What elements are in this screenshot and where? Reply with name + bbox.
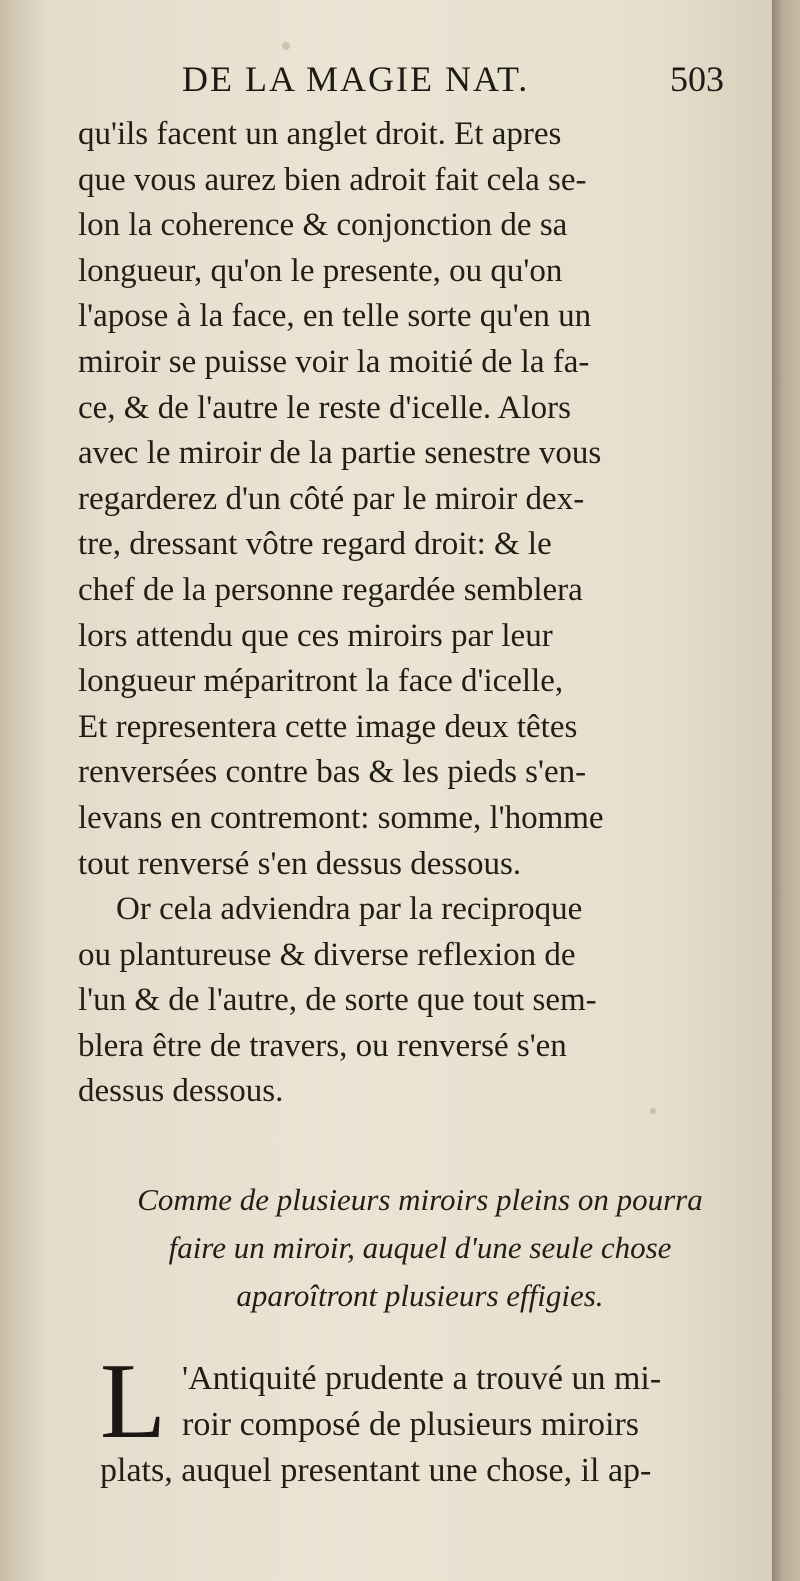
text-line: l'apose à la face, en telle sorte qu'en un (78, 298, 592, 335)
text-line: tre, dressant vôtre regard droit: & le (78, 526, 552, 563)
section-text (100, 1342, 770, 1494)
body-text (78, 112, 758, 1115)
text-line: chef de la personne regardée semblera (78, 571, 583, 608)
text-line: que vous aurez bien adroit fait cela se- (78, 161, 587, 198)
text-line: 'Antiquité prudente a trouvé un mi- (182, 1360, 662, 1397)
page-gutter-edge (772, 0, 800, 1581)
heading-line: faire un miroir, auquel d'une seule chose (168, 1230, 672, 1265)
text-line: ce, & de l'autre le reste d'icelle. Alors (78, 389, 571, 426)
text-line: ou plantureuse & diverse reflexion de (78, 936, 576, 973)
text-line: Or cela adviendra par la reciproque (116, 891, 583, 928)
text-line: longueur méparitront la face d'icelle, (78, 663, 564, 700)
text-line: miroir se puisse voir la moitié de la fa- (78, 343, 590, 380)
paper-spot (282, 42, 290, 50)
text-line: tout renversé s'en dessus dessous. (78, 845, 522, 882)
text-line: lors attendu que ces miroirs par leur (78, 617, 553, 654)
text-line: levans en contremont: somme, l'homme (78, 799, 604, 836)
text-line: Et representera cette image deux têtes (78, 708, 578, 745)
heading-line: aparoîtront plusieurs effigies. (236, 1278, 604, 1313)
text-line: plats, auquel presentant une chose, il ap- (100, 1452, 652, 1489)
running-head-title: DE LA MAGIE NAT. (182, 59, 530, 99)
page-number: 503 (670, 59, 724, 99)
section-heading (80, 1176, 760, 1320)
heading-line: Comme de plusieurs miroirs pleins on pourra (137, 1182, 703, 1217)
drop-cap: L (100, 1342, 166, 1461)
text-line: renversées contre bas & les pieds s'en- (78, 754, 587, 791)
text-line: lon la coherence & conjonction de sa (78, 207, 568, 244)
text-line: qu'ils facent un anglet droit. Et apres (78, 116, 562, 152)
text-line: l'un & de l'autre, de sorte que tout sem- (78, 982, 597, 1019)
text-line: blera être de travers, ou renversé s'en (78, 1027, 567, 1064)
text-line: longueur, qu'on le presente, ou qu'on (78, 252, 563, 289)
text-line: roir composé de plusieurs miroirs (182, 1406, 640, 1443)
text-line: regarderez d'un côté par le miroir dex- (78, 480, 585, 517)
text-line: avec le miroir de la partie senestre vous (78, 435, 602, 472)
text-line: dessus dessous. (78, 1073, 284, 1110)
